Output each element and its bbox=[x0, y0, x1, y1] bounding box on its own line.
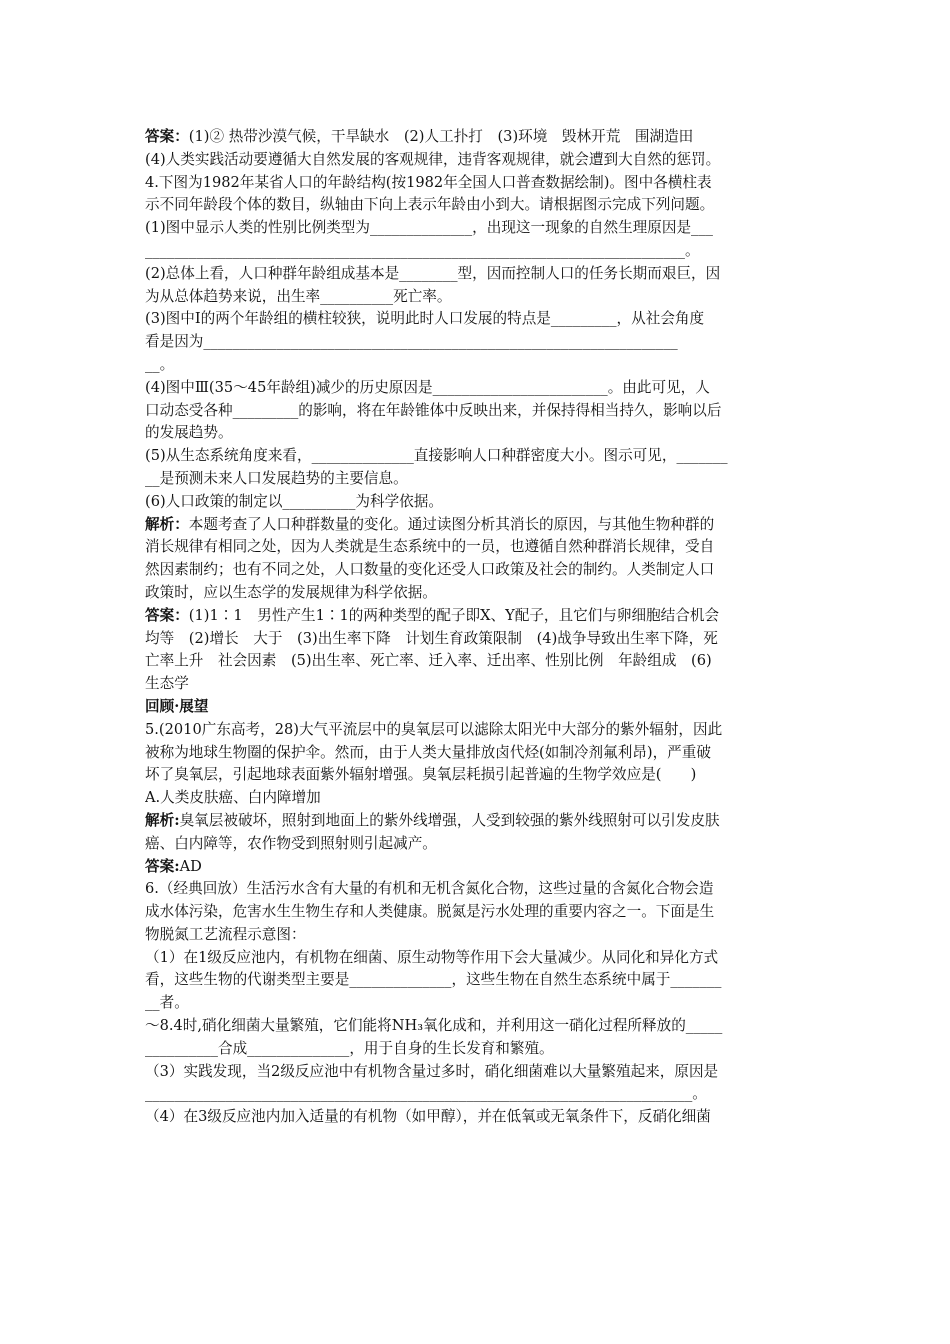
line-text: (4)图中Ⅲ(35～45年龄组)减少的历史原因是________________________。由此可见，人 bbox=[145, 378, 710, 396]
line-text: 看，这些生物的代谢类型主要是______________，这些生物在自然生态系统中属于_______ bbox=[145, 971, 722, 989]
text-line bbox=[145, 605, 813, 628]
line-label: 解析： bbox=[145, 515, 189, 533]
line-text: (1)图中显示人类的性别比例类型为______________，出现这一现象的自然生理原因是___ bbox=[145, 219, 713, 237]
text-line bbox=[145, 331, 813, 354]
line-text: __是预测未来人口发展趋势的主要信息。 bbox=[145, 469, 408, 487]
text-line bbox=[145, 422, 813, 445]
text-line bbox=[145, 582, 813, 605]
text-line bbox=[145, 286, 813, 309]
document-page bbox=[145, 126, 813, 1129]
line-text: AD bbox=[179, 857, 202, 875]
line-text: 然因素制约；也有不同之处，人口数量的变化还受人口政策及社会的制约。人类制定人口 bbox=[145, 561, 715, 579]
text-line bbox=[145, 719, 813, 742]
line-text: 癌、白内障等，农作物受到照射则引起减产。 bbox=[145, 834, 437, 852]
text-line bbox=[145, 536, 813, 559]
text-line bbox=[145, 969, 813, 992]
line-text: (1)② 热带沙漠气候，干旱缺水 (2)人工扑打 (3)环境 毁林开荒 围湖造田 bbox=[188, 128, 694, 145]
line-text: （3）实践发现，当2级反应池中有机物含量过多时，硝化细菌难以大量繁殖起来，原因是 bbox=[145, 1062, 719, 1080]
text-line bbox=[145, 901, 813, 924]
line-text: (5)从生态系统角度来看，______________直接影响人口种群密度大小。图示可见，_______ bbox=[145, 447, 728, 465]
text-line bbox=[145, 878, 813, 901]
line-text: 4.下图为1982年某省人口的年龄结构(按1982年全国人口普查数据绘制)。图中各横柱表 bbox=[145, 173, 712, 191]
text-line bbox=[145, 149, 813, 172]
line-text: 生态学 bbox=[145, 675, 189, 693]
text-line bbox=[145, 491, 813, 514]
line-text: 6.（经典回放）生活污水含有大量的有机和无机含氮化合物，这些过量的含氮化合物会造 bbox=[145, 880, 714, 898]
line-text: （1）在1级反应池内，有机物在细菌、原生动物等作用下会大量减少。从同化和异化方式 bbox=[145, 948, 719, 966]
text-line bbox=[145, 833, 813, 856]
line-text: 为从总体趋势来说，出生率__________死亡率。 bbox=[145, 287, 452, 305]
text-line bbox=[145, 947, 813, 970]
line-text: 政策时，应以生态学的发展规律为科学依据。 bbox=[145, 583, 437, 601]
line-text: 亡率上升 社会因素 (5)出生率、死亡率、迁入率、迁出率、性别比例 年龄组成 (6) bbox=[145, 652, 712, 670]
line-text: (4)人类实践活动要遵循大自然发展的客观规律，违背客观规律，就会遭到大自然的惩罚。 bbox=[145, 150, 721, 168]
text-line bbox=[145, 924, 813, 947]
line-text: 看是因为_________________________________________________________________ bbox=[145, 333, 678, 351]
line-text: 成水体污染，危害水生生物生存和人类健康。脱氮是污水处理的重要内容之一。下面是生 bbox=[145, 903, 715, 921]
line-text: 臭氧层被破坏，照射到地面上的紫外线增强，人受到较强的紫外线照射可以引发皮肤 bbox=[179, 811, 720, 829]
text-line bbox=[145, 354, 813, 377]
line-text: 物脱氮工艺流程示意图： bbox=[145, 925, 306, 943]
text-line bbox=[145, 240, 813, 263]
text-line bbox=[145, 1038, 813, 1061]
text-line bbox=[145, 126, 813, 149]
text-line bbox=[145, 445, 813, 468]
text-line bbox=[145, 377, 813, 400]
text-line bbox=[145, 742, 813, 765]
text-line bbox=[145, 172, 813, 195]
line-text: （4）在3级反应池内加入适量的有机物（如甲醇），并在低氧或无氧条件下，反硝化细菌 bbox=[145, 1108, 711, 1126]
line-text: (1)1∶1 男性产生1∶1的两种类型的配子即X、Y配子，且它们与卵细胞结合机会 bbox=[188, 606, 720, 624]
line-text: (6)人口政策的制定以__________为科学依据。 bbox=[145, 492, 443, 510]
line-label: 回顾·展望 bbox=[145, 697, 209, 715]
text-line bbox=[145, 1106, 813, 1129]
text-line bbox=[145, 263, 813, 286]
text-line bbox=[145, 992, 813, 1015]
text-line bbox=[145, 628, 813, 651]
line-text: __________________________________________________________________________。 bbox=[145, 241, 700, 259]
line-label: 解析: bbox=[145, 811, 180, 829]
text-line bbox=[145, 787, 813, 810]
line-label: 答案： bbox=[145, 128, 189, 145]
line-text: 5.(2010广东高考，28)大气平流层中的臭氧层可以滤除太阳光中大部分的紫外辐射，因此 bbox=[145, 720, 723, 738]
line-text: 的发展趋势。 bbox=[145, 424, 233, 442]
line-text: A.人类皮肤癌、白内障增加 bbox=[145, 789, 321, 807]
line-text: __。 bbox=[145, 355, 175, 373]
text-line bbox=[145, 1083, 813, 1106]
text-line bbox=[145, 1015, 813, 1038]
line-text: ～8.4时,硝化细菌大量繁殖，它们能将NH₃氧化成和，并利用这一硝化过程所释放的_____ bbox=[145, 1017, 723, 1035]
text-line bbox=[145, 1061, 813, 1084]
line-label: 答案： bbox=[145, 606, 189, 624]
line-text: 口动态受各种_________的影响，将在年龄锥体中反映出来，并保持得相当持久，影响以后 bbox=[145, 401, 722, 419]
line-text: ___________________________________________________________________________。 bbox=[145, 1085, 707, 1103]
line-text: 本题考查了人口种群数量的变化。通过读图分析其消长的原因，与其他生物种群的 bbox=[188, 515, 715, 533]
text-line bbox=[145, 559, 813, 582]
text-line bbox=[145, 308, 813, 331]
line-text: (3)图中Ⅰ的两个年龄组的横柱较狭，说明此时人口发展的特点是_________，从社会角度 bbox=[145, 310, 705, 328]
line-text: __者。 bbox=[145, 994, 189, 1012]
text-line bbox=[145, 764, 813, 787]
text-line bbox=[145, 856, 813, 879]
text-line bbox=[145, 810, 813, 833]
text-line bbox=[145, 400, 813, 423]
line-text: 消长规律有相同之处，因为人类就是生态系统中的一员，也遵循自然种群消长规律，受自 bbox=[145, 538, 715, 556]
line-text: (2)总体上看，人口种群年龄组成基本是________型，因而控制人口的任务长期而艰巨，因 bbox=[145, 264, 721, 282]
line-label: 答案: bbox=[145, 857, 180, 875]
line-text: 被称为地球生物圈的保护伞。然而，由于人类大量排放卤代烃(如制冷剂氟利昂)，严重破 bbox=[145, 743, 711, 761]
line-text: 坏了臭氧层，引起地球表面紫外辐射增强。臭氧层耗损引起普遍的生物学效应是( ) bbox=[145, 766, 697, 784]
text-line bbox=[145, 673, 813, 696]
text-line bbox=[145, 217, 813, 240]
line-text: 均等 (2)增长 大于 (3)出生率下降 计划生育政策限制 (4)战争导致出生率下降，死 bbox=[145, 629, 718, 647]
text-line bbox=[145, 696, 813, 719]
text-line bbox=[145, 194, 813, 217]
text-line bbox=[145, 514, 813, 537]
line-text: __________合成______________，用于自身的生长发育和繁殖。 bbox=[145, 1039, 554, 1057]
text-line bbox=[145, 650, 813, 673]
line-text: 示不同年龄段个体的数目，纵轴由下向上表示年龄由小到大。请根据图示完成下列问题。 bbox=[145, 196, 715, 214]
text-line bbox=[145, 468, 813, 491]
